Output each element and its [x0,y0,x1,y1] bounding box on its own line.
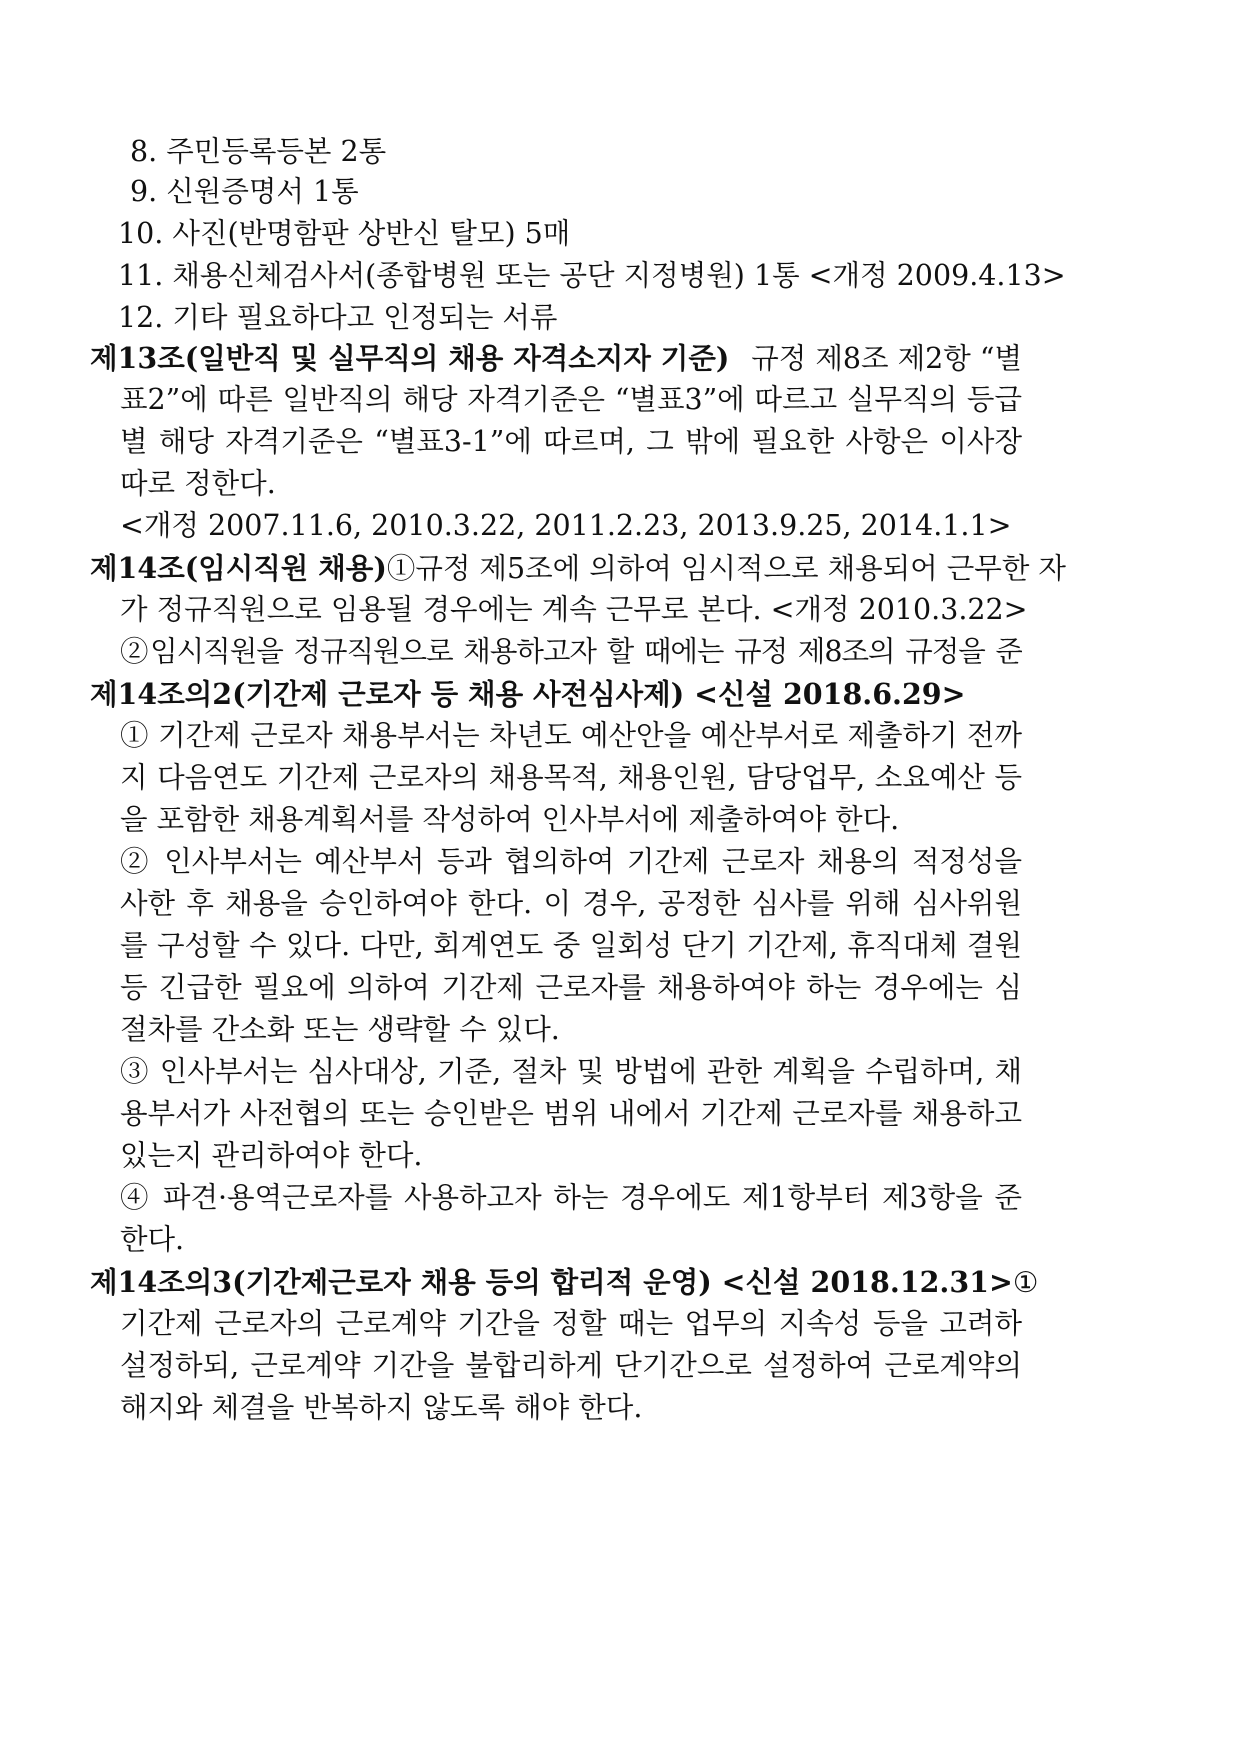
article-13-line: 따로 정한다. [120,467,276,500]
article-14-2-line: 을 포함한 채용계획서를 작성하여 인사부서에 제출하여야 한다. [120,803,900,836]
article-14-2-line: 사한 후 채용을 승인하여야 한다. 이 경우, 공정한 심사를 위해 심사위원 [120,887,1022,920]
article-14-2-line: 용부서가 사전협의 또는 승인받은 범위 내에서 기간제 근로자를 채용하고 [120,1097,1022,1130]
article-14-line: ②임시직원을 정규직원으로 채용하고자 할 때에는 규정 제8조의 규정을 준 [120,635,1022,668]
article-14-2-line: ① 기간제 근로자 채용부서는 차년도 예산안을 예산부서로 제출하기 전까 [120,719,1022,752]
article-14-3-heading-tail: ① [1012,1266,1039,1299]
article-14-heading-line [90,548,1066,588]
list-item: 10. 사진(반명함판 상반신 탈모) 5매 [118,217,571,250]
article-14-3-heading-line [90,1262,1039,1302]
article-13-heading-line [90,338,1022,378]
article-14-2-line: ② 인사부서는 예산부서 등과 협의하여 기간제 근로자 채용의 적정성을 [120,845,1022,878]
article-14-2-line: 절차를 간소화 또는 생략할 수 있다. [120,1013,560,1046]
list-item: 9. 신원증명서 1통 [130,175,359,208]
article-14-3-heading: 제14조의3(기간제근로자 채용 등의 합리적 운영) <신설 2018.12.31> [90,1265,1013,1299]
list-item: 12. 기타 필요하다고 인정되는 서류 [118,301,558,334]
article-14-line: 가 정규직원으로 임용될 경우에는 계속 근무로 본다. <개정 2010.3.22> [120,593,1028,626]
article-14-2-line: 있는지 관리하여야 한다. [120,1139,423,1172]
article-13-line: 표2”에 따른 일반직의 해당 자격기준은 “별표3”에 따르고 실무직의 등급 [120,383,1022,416]
article-14-3-line: 기간제 근로자의 근로계약 기간을 정할 때는 업무의 지속성 등을 고려하 [120,1307,1022,1340]
article-14-2-line: 를 구성할 수 있다. 다만, 회계연도 중 일회성 단기 기간제, 휴직대체 결원 [120,929,1022,962]
article-14-3-line: 설정하되, 근로계약 기간을 불합리하게 단기간으로 설정하여 근로계약의 [120,1349,1022,1382]
article-14-2-line: 등 긴급한 필요에 의하여 기간제 근로자를 채용하여야 하는 경우에는 심 [120,971,1022,1004]
list-item: 8. 주민등록등본 2통 [130,135,387,168]
article-13-heading-tail: 규정 제8조 제2항 “별 [751,342,1022,375]
article-13-revision: <개정 2007.11.6, 2010.3.22, 2011.2.23, 2013.9.25, 2014.1.1> [120,509,1012,542]
article-14-3-line: 해지와 체결을 반복하지 않도록 해야 한다. [120,1391,643,1424]
article-14-2-line: 한다. [120,1223,185,1256]
article-14-heading-tail: ①규정 제5조에 의하여 임시적으로 채용되어 근무한 자 [386,552,1066,585]
article-13-heading: 제13조(일반직 및 실무직의 채용 자격소지자 기준) [90,341,730,375]
article-14-heading: 제14조(임시직원 채용) [90,551,387,585]
article-14-2-line: ④ 파견·용역근로자를 사용하고자 하는 경우에도 제1항부터 제3항을 준 [120,1181,1022,1214]
list-item: 11. 채용신체검사서(종합병원 또는 공단 지정병원) 1통 <개정 2009.4.13> [118,259,1066,292]
article-14-2-line: 지 다음연도 기간제 근로자의 채용목적, 채용인원, 담당업무, 소요예산 등 [120,761,1022,794]
article-14-2-line: ③ 인사부서는 심사대상, 기준, 절차 및 방법에 관한 계획을 수립하며, 채 [120,1055,1022,1088]
article-14-2-heading: 제14조의2(기간제 근로자 등 채용 사전심사제) <신설 2018.6.29> [90,677,966,711]
article-13-line: 별 해당 자격기준은 “별표3-1”에 따르며, 그 밖에 필요한 사항은 이사장 [120,425,1022,458]
